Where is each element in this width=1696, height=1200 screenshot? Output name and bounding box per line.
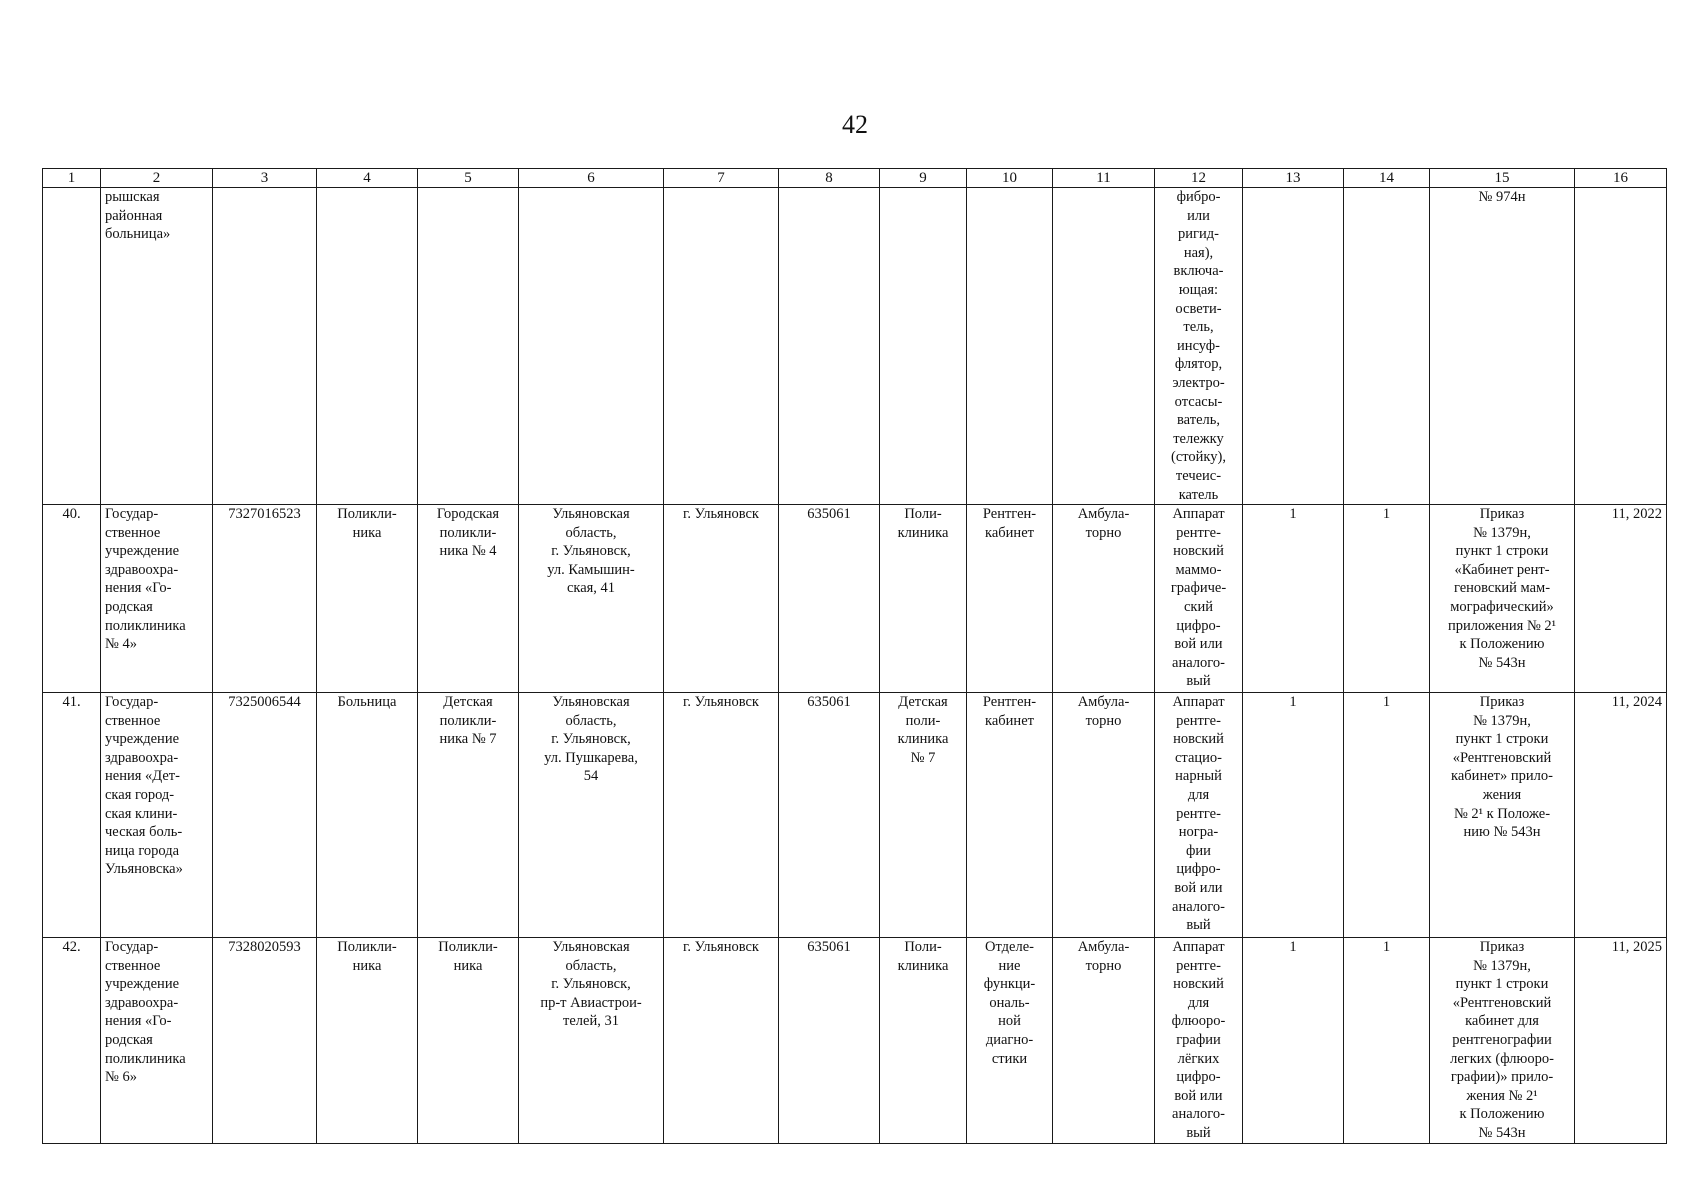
institution-name-cell: Государ- ственное учреждение здравоохра- нения «Го- родская поликлиника № 4» bbox=[101, 505, 213, 693]
row-number-cell bbox=[43, 188, 101, 505]
department-cell: Поли- клиника bbox=[880, 938, 967, 1144]
column-number: 6 bbox=[519, 169, 664, 188]
column-number: 10 bbox=[967, 169, 1053, 188]
column-number: 3 bbox=[213, 169, 317, 188]
quantity-cell: 1 bbox=[1243, 938, 1344, 1144]
code-cell: 635061 bbox=[779, 938, 880, 1144]
period-cell bbox=[1575, 188, 1667, 505]
facility-type-cell: Поликли- ника bbox=[317, 938, 418, 1144]
period-cell: 11, 2022 bbox=[1575, 505, 1667, 693]
column-number: 14 bbox=[1344, 169, 1430, 188]
table-row bbox=[43, 505, 1667, 693]
address-cell bbox=[519, 188, 664, 505]
care-conditions-cell: Амбула- торно bbox=[1053, 693, 1155, 938]
quantity-cell: 1 bbox=[1344, 505, 1430, 693]
care-conditions-cell: Амбула- торно bbox=[1053, 505, 1155, 693]
city-cell bbox=[664, 188, 779, 505]
column-number: 9 bbox=[880, 169, 967, 188]
inn-cell: 7325006544 bbox=[213, 693, 317, 938]
regulation-cell: Приказ № 1379н, пункт 1 строки «Рентгеновский кабинет для рентгенографии легких (флюоро- графии)» прило- жения № 2¹ к Положению № 543н bbox=[1430, 938, 1575, 1144]
institution-name-cell: рышская районная больница» bbox=[101, 188, 213, 505]
table-row bbox=[43, 188, 1667, 505]
address-cell: Ульяновская область, г. Ульяновск, пр-т Авиастрои- телей, 31 bbox=[519, 938, 664, 1144]
room-cell bbox=[967, 188, 1053, 505]
subdivision-cell: Детская поликли- ника № 7 bbox=[418, 693, 519, 938]
city-cell: г. Ульяновск bbox=[664, 505, 779, 693]
page-number: 42 bbox=[842, 110, 868, 139]
quantity-cell: 1 bbox=[1344, 693, 1430, 938]
facility-type-cell: Больница bbox=[317, 693, 418, 938]
institution-name-cell: Государ- ственное учреждение здравоохра- нения «Дет- ская город- ская клини- ческая боль- ница города Ульяновска» bbox=[101, 693, 213, 938]
column-number: 13 bbox=[1243, 169, 1344, 188]
facility-type-cell bbox=[317, 188, 418, 505]
subdivision-cell: Поликли- ника bbox=[418, 938, 519, 1144]
code-cell bbox=[779, 188, 880, 505]
subdivision-cell: Городская поликли- ника № 4 bbox=[418, 505, 519, 693]
address-cell: Ульяновская область, г. Ульяновск, ул. Пушкарева, 54 bbox=[519, 693, 664, 938]
column-number: 11 bbox=[1053, 169, 1155, 188]
column-number: 12 bbox=[1155, 169, 1243, 188]
equipment-cell: Аппарат рентге- новский стацио- нарный для рентге- ногра- фии цифро- вой или аналого- вый bbox=[1155, 693, 1243, 938]
quantity-cell bbox=[1243, 188, 1344, 505]
table-row bbox=[43, 693, 1667, 938]
equipment-cell: Аппарат рентге- новский для флюоро- графии лёгких цифро- вой или аналого- вый bbox=[1155, 938, 1243, 1144]
care-conditions-cell bbox=[1053, 188, 1155, 505]
row-number-cell: 40. bbox=[43, 505, 101, 693]
inn-cell bbox=[213, 188, 317, 505]
quantity-cell: 1 bbox=[1243, 693, 1344, 938]
column-number-row bbox=[43, 169, 1667, 188]
department-cell: Поли- клиника bbox=[880, 505, 967, 693]
code-cell: 635061 bbox=[779, 693, 880, 938]
address-cell: Ульяновская область, г. Ульяновск, ул. Камышин- ская, 41 bbox=[519, 505, 664, 693]
city-cell: г. Ульяновск bbox=[664, 938, 779, 1144]
period-cell: 11, 2024 bbox=[1575, 693, 1667, 938]
room-cell: Рентген- кабинет bbox=[967, 505, 1053, 693]
quantity-cell: 1 bbox=[1344, 938, 1430, 1144]
column-number: 5 bbox=[418, 169, 519, 188]
code-cell: 635061 bbox=[779, 505, 880, 693]
column-number: 1 bbox=[43, 169, 101, 188]
period-cell: 11, 2025 bbox=[1575, 938, 1667, 1144]
column-number: 15 bbox=[1430, 169, 1575, 188]
regulation-cell: Приказ № 1379н, пункт 1 строки «Кабинет рент- геновский мам- мографический» приложения № 2¹ к Положению № 543н bbox=[1430, 505, 1575, 693]
row-number-cell: 41. bbox=[43, 693, 101, 938]
facility-type-cell: Поликли- ника bbox=[317, 505, 418, 693]
subdivision-cell bbox=[418, 188, 519, 505]
quantity-cell: 1 bbox=[1243, 505, 1344, 693]
department-cell bbox=[880, 188, 967, 505]
room-cell: Отделе- ние функци- ональ- ной диагно- стики bbox=[967, 938, 1053, 1144]
care-conditions-cell: Амбула- торно bbox=[1053, 938, 1155, 1144]
column-number: 16 bbox=[1575, 169, 1667, 188]
column-number: 2 bbox=[101, 169, 213, 188]
institution-name-cell: Государ- ственное учреждение здравоохра- нения «Го- родская поликлиника № 6» bbox=[101, 938, 213, 1144]
row-number-cell: 42. bbox=[43, 938, 101, 1144]
inn-cell: 7327016523 bbox=[213, 505, 317, 693]
column-number: 8 bbox=[779, 169, 880, 188]
quantity-cell bbox=[1344, 188, 1430, 505]
registry-table bbox=[42, 168, 1667, 1144]
equipment-cell: фибро- или ригид- ная), включа- ющая: освети- тель, инсуф- флятор, электро- отсасы- ватель, тележку (стойку), течеис- катель bbox=[1155, 188, 1243, 505]
regulation-cell: Приказ № 1379н, пункт 1 строки «Рентгеновский кабинет» прило- жения № 2¹ к Положе- нию № 543н bbox=[1430, 693, 1575, 938]
column-number: 7 bbox=[664, 169, 779, 188]
city-cell: г. Ульяновск bbox=[664, 693, 779, 938]
regulation-cell: № 974н bbox=[1430, 188, 1575, 505]
room-cell: Рентген- кабинет bbox=[967, 693, 1053, 938]
equipment-cell: Аппарат рентге- новский маммо- графиче- ский цифро- вой или аналого- вый bbox=[1155, 505, 1243, 693]
column-number: 4 bbox=[317, 169, 418, 188]
department-cell: Детская поли- клиника № 7 bbox=[880, 693, 967, 938]
table-row bbox=[43, 938, 1667, 1144]
inn-cell: 7328020593 bbox=[213, 938, 317, 1144]
